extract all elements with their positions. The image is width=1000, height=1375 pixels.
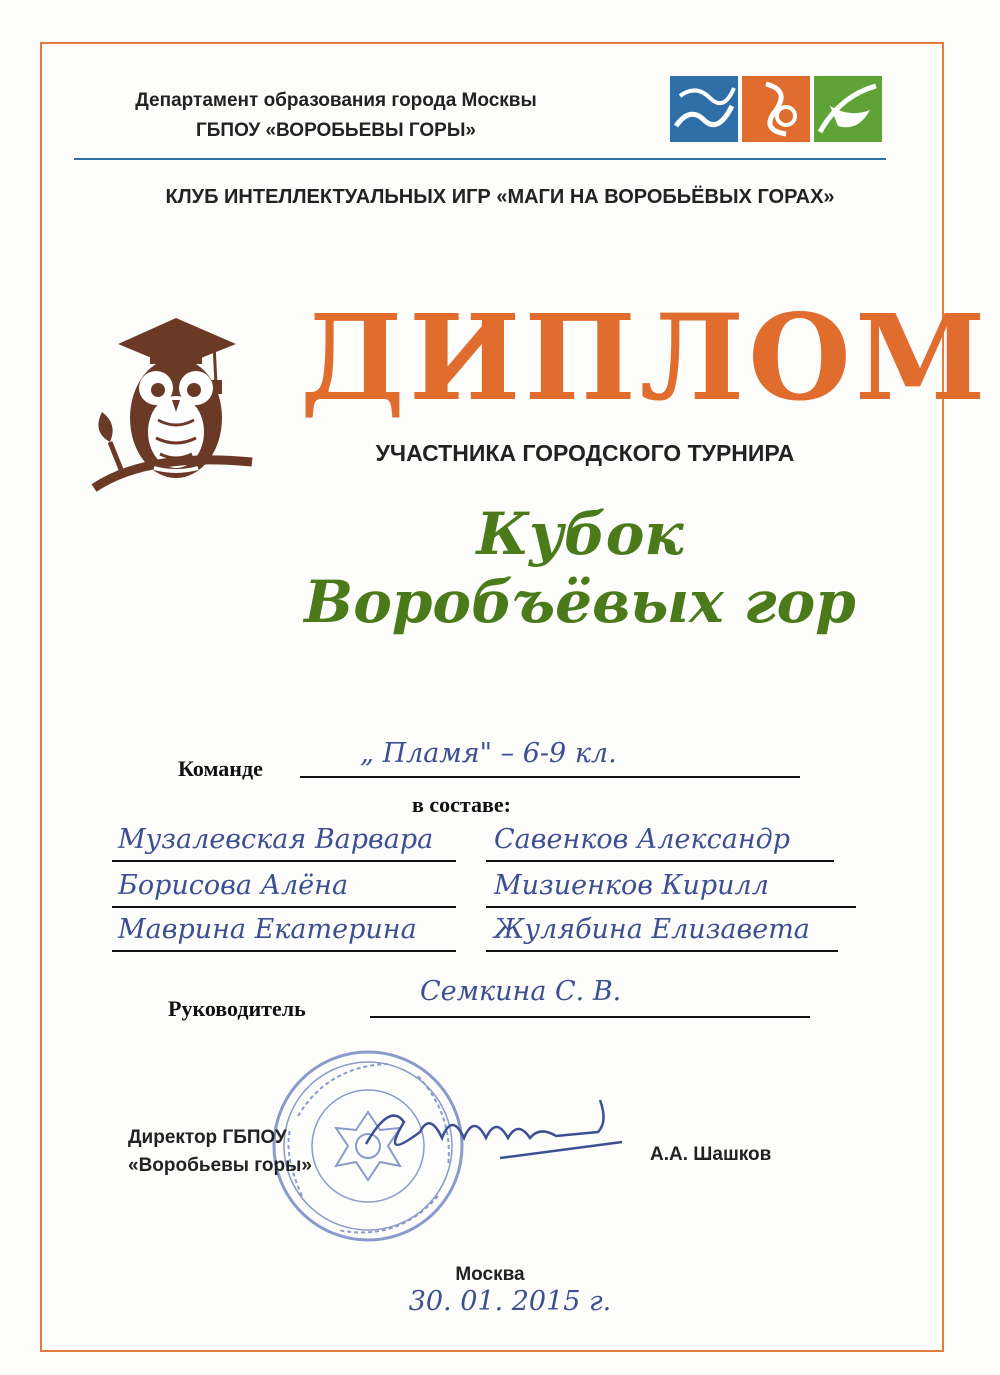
cup-name bbox=[290, 500, 870, 636]
leader-line bbox=[370, 1016, 810, 1018]
member-name: Жулябина Елизавета bbox=[494, 914, 810, 945]
member-line bbox=[486, 860, 834, 862]
member-name: Маврина Екатерина bbox=[118, 914, 417, 945]
leader-label: Руководитель bbox=[168, 996, 306, 1021]
team-line bbox=[300, 776, 800, 778]
member-line bbox=[486, 950, 838, 952]
director-title bbox=[128, 1124, 312, 1180]
director-title-line-2: «Воробьевы горы» bbox=[128, 1155, 312, 1176]
member-line bbox=[112, 950, 456, 952]
director-title-line-1: Директор ГБПОУ bbox=[128, 1127, 287, 1148]
city: Москва bbox=[455, 1264, 525, 1285]
diploma-subtitle: УЧАСТНИКА ГОРОДСКОГО ТУРНИРА bbox=[375, 440, 795, 466]
diploma-title: ДИПЛОМ bbox=[300, 288, 990, 427]
header-block bbox=[96, 86, 576, 146]
member-line bbox=[112, 860, 456, 862]
issue-date: 30. 01. 2015 г. bbox=[408, 1286, 612, 1317]
member-name: Савенков Александр bbox=[494, 824, 791, 855]
team-label: Команде bbox=[178, 756, 263, 781]
member-line bbox=[112, 906, 456, 908]
member-name: Мизиенков Кирилл bbox=[494, 870, 769, 901]
director-name: А.А. Шашков bbox=[650, 1144, 772, 1165]
member-name: Музалевская Варвара bbox=[118, 824, 434, 855]
department-name: Департамент образования города Москвы bbox=[135, 90, 537, 111]
header-divider bbox=[74, 158, 886, 160]
school-logo-icon bbox=[670, 76, 882, 142]
members-label: в составе: bbox=[412, 792, 511, 817]
member-line bbox=[486, 906, 856, 908]
club-name: КЛУБ ИНТЕЛЛЕКТУАЛЬНЫХ ИГР «МАГИ НА ВОРОБЬЁВЫХ ГОРАХ» bbox=[165, 186, 835, 208]
leader-name: Семкина С. В. bbox=[420, 976, 622, 1007]
cup-line-2: Воробъёвых гор bbox=[304, 568, 856, 636]
team-name: „ Пламя" – 6-9 кл. bbox=[360, 738, 617, 769]
owl-graduate-icon bbox=[88, 292, 258, 502]
member-name: Борисова Алёна bbox=[118, 870, 349, 901]
director-signature-icon bbox=[360, 1092, 630, 1172]
cup-line-1: Кубок bbox=[476, 500, 684, 568]
school-name: ГБПОУ «ВОРОБЬЕВЫ ГОРЫ» bbox=[195, 120, 476, 141]
